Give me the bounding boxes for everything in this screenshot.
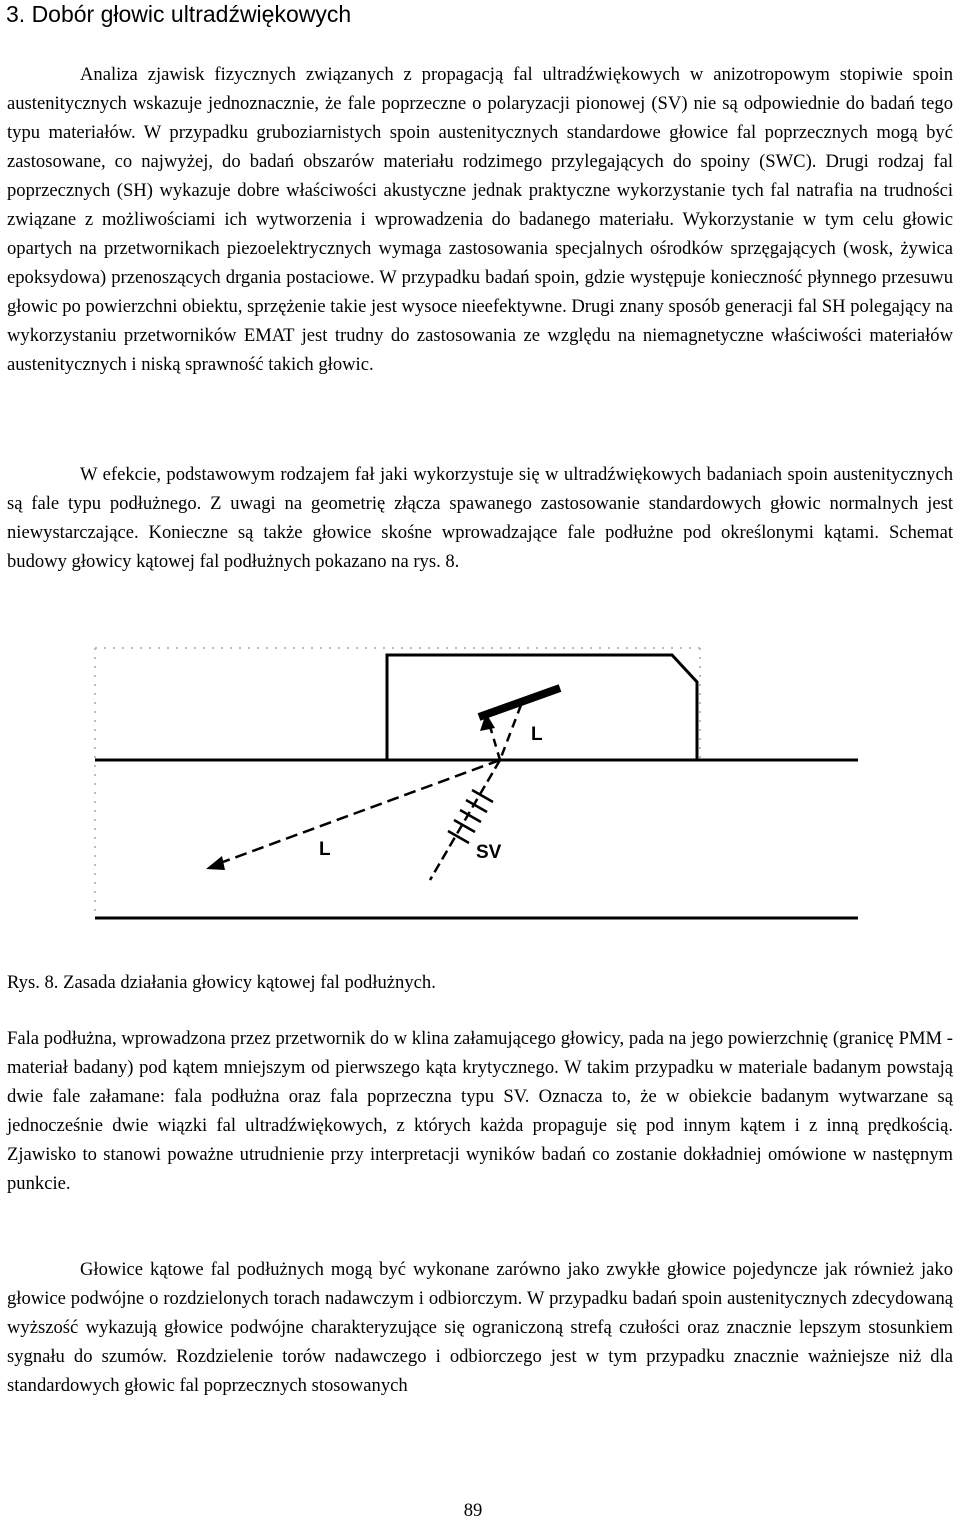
label-incident-l: L [531,724,543,745]
figure-dotted-outline [95,648,700,918]
section-heading: 3. Dobór głowic ultradźwiękowych [6,1,352,27]
paragraph-1: Analiza zjawisk fizycznych związanych z propagacją fal ultradźwiękowych w anizotropowym stopiwie spoin austenitycznych wskazuje jednoznacznie, że fale poprzeczne o polaryzacji pionowej (SV) nie są odpowiednie do badań tego typu materiałów. W przypadku gruboziarnistych spoin austenitycznych standardowe głowice fal poprzecznych mogą być zastosowane, co najwyżej, do badań obszarów materiału rodzimego przylegających do spoiny (SWC). Drugi rodzaj fal poprzecznych (SH) wykazuje dobre właściwości akustyczne jednak praktyczne wykorzystanie tych fal natrafia na trudności związane z możliwościami ich wytworzenia i wprowadzenia do badanego materiału. Wykorzystanie w tym celu głowic opartych na przetwornikach piezoelektrycznych wymaga zastosowania specjalnych ośrodków sprzęgających (wosk, żywica epoksydowa) przenoszących drgania postaciowe. W przypadku badań spoin, gdzie występuje konieczność płynnego przesuwu głowic po powierzchni obiektu, sprzężenie takie jest wysoce nieefektywne. Drugi znany sposób generacji fal SH polegający na wykorzystaniu przetworników EMAT jest trudny do zastosowania ze względu na niemagnetyczne właściwości materiałów austenitycznych i niską sprawność takich głowic. [7,64,953,375]
paragraph-4: Głowice kątowe fal podłużnych mogą być wykonane zarówno jako zwykłe głowice pojedyncze jak również jako głowice podwójne o rozdzielonych torach nadawczym i odbiorczym. W przypadku badań spoin austenitycznych zdecydowaną wyższość wykazują głowice podwójne charakteryzujące się ograniczoną strefą czułości oraz znacznie lepszym stosunkiem sygnału do szumów. Rozdzielenie torów nadawczego i odbiorczego jest w tym przypadku znacznie ważniejsze niż dla standardowych głowic fal poprzecznych stosowanych [7,1259,953,1396]
incident-wave-path [500,705,521,760]
refracted-longitudinal-path [212,760,500,866]
page-number: 89 [463,1500,483,1521]
paragraph-2: W efekcie, podstawowym rodzajem fał jaki wykorzystuje się w ultradźwiękowych badaniach spoin austenitycznych są fale typu podłużnego. Z uwagi na geometrię złącza spawanego zastosowanie standardowych głowic normalnych jest niewystarczające. Konieczne są także głowice skośne wprowadzające fale podłużne pod określonymi kątami. Schemat budowy głowicy kątowej fal podłużnych pokazano na rys. 8. [7,464,953,572]
label-refracted-l: L [319,839,331,860]
label-refracted-sv: SV [476,842,502,863]
figure-caption: Rys. 8. Zasada działania głowicy kątowej fal podłużnych. [7,972,436,993]
refracted-longitudinal-arrowhead [206,856,225,870]
transducer-element [479,688,560,717]
shear-wave-hatch-marks [448,790,493,843]
paragraph-3: Fala podłużna, wprowadzona przez przetwornik do w klina załamującego głowicy, pada na jego powierzchnię (granicę PMM - materiał badany) pod kątem mniejszym od pierwszego kąta krytycznego. W takim przypadku w materiale badanym powstają dwie fale załamane: fala podłużna oraz fala poprzeczna typu SV. Oznacza to, że w obiekcie badanym wytwarzane są jednocześnie dwie wiązki fal ultradźwiękowych, z których każda propaguje się pod innym kątem i z inną prędkością. Zjawisko to stanowi poważne utrudnienie przy interpretacji wyników badań co zostanie dokładniej omówione w następnym punkcie. [7,1028,953,1194]
